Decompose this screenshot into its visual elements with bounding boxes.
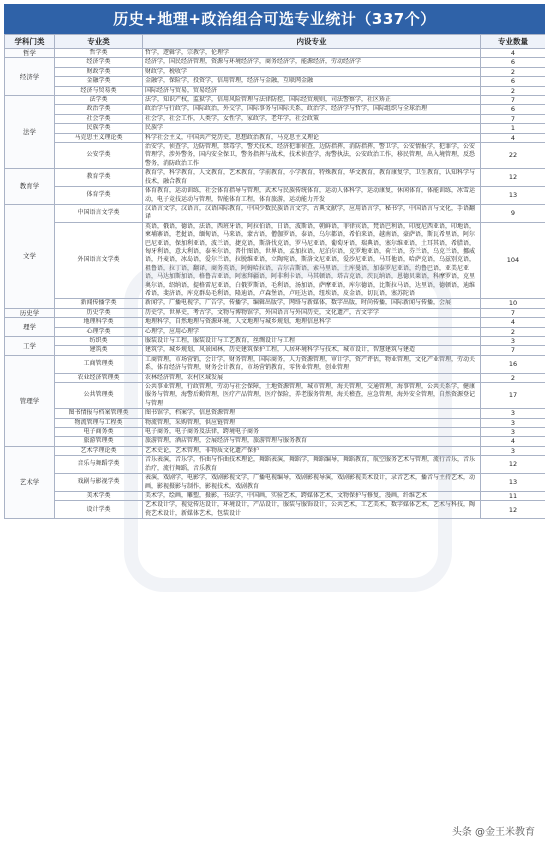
table-row: [5, 299, 546, 308]
table-row: [5, 143, 546, 169]
table-row: [5, 169, 546, 187]
count-cell: 3: [481, 337, 546, 346]
majors-cell: 物流管理，采购管理，供应链管理: [143, 418, 481, 427]
majors-cell: 心理学，应用心理学: [143, 327, 481, 336]
table-row: [5, 355, 546, 373]
class-cell: 农业经济管理类: [55, 373, 143, 382]
count-cell: 4: [481, 133, 546, 142]
count-cell: 11: [481, 491, 546, 500]
count-cell: 104: [481, 222, 546, 299]
category-cell: 教育学: [5, 169, 55, 205]
table-row: [5, 114, 546, 123]
header-count: 专业数量: [481, 35, 546, 49]
table-row: [5, 58, 546, 67]
class-cell: 心理学类: [55, 327, 143, 336]
class-cell: 纺织类: [55, 337, 143, 346]
table-row: [5, 308, 546, 317]
class-cell: 设计学类: [55, 501, 143, 519]
majors-cell: 新闻学，广播电视学，广告学，传播学，编辑出版学，网络与新媒体，数字出版，时尚传播，国际新闻与传播，会展: [143, 299, 481, 308]
table-row: [5, 105, 546, 114]
majors-cell: 哲学，逻辑学，宗教学，伦理学: [143, 49, 481, 58]
table-row: [5, 418, 546, 427]
table-row: [5, 409, 546, 418]
class-cell: 艺术学理论类: [55, 446, 143, 455]
count-cell: 16: [481, 355, 546, 373]
category-cell: 艺术学: [5, 446, 55, 518]
count-cell: 6: [481, 58, 546, 67]
count-cell: 7: [481, 308, 546, 317]
table-row: [5, 474, 546, 492]
class-cell: 建筑类: [55, 346, 143, 355]
majors-cell: 公共事业管理，行政管理，劳动与社会保障，土地资源管理，城市管理，海关管理，交通管理，海事管理，公共关系学，健康服务与管理，海警后勤管理，医疗产品管理，医疗保险，养老服务管理，海关稽查，应急管理，海外安全管理，自然资源登记与管理: [143, 383, 481, 409]
majors-cell: 政治学与行政学，国际政治，外交学，国际事务与国际关系，政治学、经济学与哲学，国际组织与全球治理: [143, 105, 481, 114]
table-body: [5, 49, 546, 519]
watermark-text: 头条 @金王米教育: [448, 822, 539, 839]
class-cell: 教育学类: [55, 169, 143, 187]
header-class: 专业类: [55, 35, 143, 49]
category-cell: 理学: [5, 318, 55, 337]
count-cell: 13: [481, 187, 546, 205]
class-cell: 经济学类: [55, 58, 143, 67]
class-cell: 电子商务类: [55, 428, 143, 437]
class-cell: 公安学类: [55, 143, 143, 169]
count-cell: 6: [481, 77, 546, 86]
class-cell: 哲学类: [55, 49, 143, 58]
class-cell: 音乐与舞蹈学类: [55, 456, 143, 474]
table-row: [5, 77, 546, 86]
table-row: [5, 96, 546, 105]
majors-cell: 音乐表演，音乐学，作曲与作曲技术理论，舞蹈表演，舞蹈学，舞蹈编导，舞蹈教育，航空服务艺术与管理，流行音乐，音乐治疗，流行舞蹈，音乐教育: [143, 456, 481, 474]
majors-cell: 美术学，绘画，雕塑，摄影，书法学，中国画，实验艺术，跨媒体艺术，文物保护与修复，漫画，纤维艺术: [143, 491, 481, 500]
category-cell: 法学: [5, 96, 55, 169]
class-cell: 经济与贸易类: [55, 86, 143, 95]
table-row: [5, 373, 546, 382]
count-cell: 12: [481, 456, 546, 474]
table-row: [5, 67, 546, 76]
table-row: [5, 133, 546, 142]
count-cell: 4: [481, 318, 546, 327]
count-cell: 9: [481, 204, 546, 222]
count-cell: 4: [481, 49, 546, 58]
class-cell: 旅游管理类: [55, 437, 143, 446]
count-cell: 3: [481, 428, 546, 437]
class-cell: 马克思主义理论类: [55, 133, 143, 142]
class-cell: 历史学类: [55, 308, 143, 317]
table-row: [5, 346, 546, 355]
class-cell: 财政学类: [55, 67, 143, 76]
table-row: [5, 124, 546, 133]
class-cell: 民族学类: [55, 124, 143, 133]
class-cell: 美术学类: [55, 491, 143, 500]
majors-cell: 汉语言文学，汉语言，汉语国际教育，中国少数民族语言文学，古典文献学，应用语言学，秘书学，中国语言与文化，手语翻译: [143, 204, 481, 222]
count-cell: 7: [481, 114, 546, 123]
table-row: [5, 437, 546, 446]
count-cell: 12: [481, 501, 546, 519]
count-cell: 3: [481, 409, 546, 418]
majors-cell: 表演，戏剧学，电影学，戏剧影视文学，广播电视编导，戏剧影视导演，戏剧影视美术设计，录音艺术，播音与主持艺术，动画，影视摄影与制作，影视技术，戏剧教育: [143, 474, 481, 492]
class-cell: 工商管理类: [55, 355, 143, 373]
majors-cell: 艺术史论，艺术管理，非物质文化遗产保护: [143, 446, 481, 455]
majors-cell: 民族学: [143, 124, 481, 133]
majors-cell: 旅游管理，酒店管理，会展经济与管理，旅游管理与服务教育: [143, 437, 481, 446]
count-cell: 2: [481, 86, 546, 95]
count-cell: 2: [481, 67, 546, 76]
class-cell: 地理科学类: [55, 318, 143, 327]
count-cell: 17: [481, 383, 546, 409]
count-cell: 12: [481, 169, 546, 187]
majors-cell: 图书馆学，档案学，信息资源管理: [143, 409, 481, 418]
category-cell: 文学: [5, 204, 55, 308]
class-cell: 物流管理与工程类: [55, 418, 143, 427]
majors-cell: 法学，知识产权，监狱学，信用风险管理与法律防控，国际经贸规则，司法警察学，社区矫正: [143, 96, 481, 105]
table-row: [5, 446, 546, 455]
category-cell: 管理学: [5, 355, 55, 446]
table-row: [5, 327, 546, 336]
class-cell: 外国语言文学类: [55, 222, 143, 299]
class-cell: 体育学类: [55, 187, 143, 205]
class-cell: 戏剧与影视学类: [55, 474, 143, 492]
category-cell: 历史学: [5, 308, 55, 317]
statistics-sheet: [4, 4, 545, 847]
class-cell: 法学类: [55, 96, 143, 105]
majors-cell: 工商管理，市场营销，会计学，财务管理，国际商务，人力资源管理，审计学，资产评估，物业管理，文化产业管理，劳动关系，体育经济与管理，财务会计教育，市场营销教育，零售业管理，创业管理: [143, 355, 481, 373]
count-cell: 2: [481, 373, 546, 382]
count-cell: 3: [481, 446, 546, 455]
table-row: [5, 337, 546, 346]
count-cell: 2: [481, 327, 546, 336]
table-row: [5, 187, 546, 205]
majors-cell: 体育教育，运动训练，社会体育指导与管理，武术与民族传统体育，运动人体科学，运动康复，休闲体育，体能训练，冰雪运动，电子竞技运动与管理，智能体育工程，体育旅游，运动能力开发: [143, 187, 481, 205]
count-cell: 3: [481, 418, 546, 427]
majors-cell: 英语，俄语，德语，法语，西班牙语，阿拉伯语，日语，波斯语，朝鲜语，菲律宾语，梵语巴利语，印度尼西亚语，印地语，柬埔寨语，老挝语，缅甸语，马来语，蒙古语，僧伽罗语，泰语，乌尔都语，希伯来语，越南语，豪萨语，斯瓦希里语，阿尔巴尼亚语，保加利亚语，波兰语，捷克语，斯洛伐克语，罗马尼亚语，葡萄牙语，瑞典语，塞尔维亚语，土耳其语，希腊语，匈牙利语，意大利语，泰米尔语，普什图语，世界语，孟加拉语，尼泊尔语，克罗地亚语，荷兰语，芬兰语，乌克兰语，挪威语，丹麦语，冰岛语，爱尔兰语，拉脱维亚语，立陶宛语，斯洛文尼亚语，爱沙尼亚语，马耳他语，哈萨克语，乌兹别克语，祖鲁语，拉丁语，翻译，商务英语，阿姆哈拉语，吉尔吉斯语，索马里语，土库曼语，加泰罗尼亚语，约鲁巴语，亚美尼亚语，马达加斯加语，格鲁吉亚语，阿塞拜疆语，阿非利卡语，马其顿语，塔吉克语，茨瓦纳语，恩德贝莱语，科摩罗语，克里奥尔语，绍纳语，提格雷尼亚语，白俄罗斯语，毛利语，汤加语，萨摩亚语，库尔德语，比斯拉马语，达里语，德顿语，迪维希语，斐济语，库克群岛毛利语，隆迪语，卢森堡语，卢旺达语，纽埃语，皮金语，切瓦语，塞苏陀语: [143, 222, 481, 299]
table-row: [5, 428, 546, 437]
majors-cell: 经济学，国民经济管理，资源与环境经济学，商务经济学，能源经济，劳动经济学: [143, 58, 481, 67]
count-cell: 6: [481, 105, 546, 114]
majors-cell: 艺术设计学，视觉传达设计，环境设计，产品设计，服装与服饰设计，公共艺术，工艺美术，数字媒体艺术，艺术与科技，陶瓷艺术设计，新媒体艺术，包装设计: [143, 501, 481, 519]
count-cell: 7: [481, 346, 546, 355]
majors-cell: 金融学，保险学，投资学，信用管理，经济与金融，互联网金融: [143, 77, 481, 86]
count-cell: 13: [481, 474, 546, 492]
table-header-row: [5, 35, 546, 49]
class-cell: 图书情报与档案管理类: [55, 409, 143, 418]
table-row: [5, 501, 546, 519]
majors-cell: 建筑学，城乡规划，风景园林，历史建筑保护工程，人居环境科学与技术，城市设计，智慧建筑与建造: [143, 346, 481, 355]
majors-cell: 国际经济与贸易，贸易经济: [143, 86, 481, 95]
class-cell: 公共管理类: [55, 383, 143, 409]
table-row: [5, 86, 546, 95]
class-cell: 新闻传播学类: [55, 299, 143, 308]
majors-cell: 科学社会主义，中国共产党历史，思想政治教育，马克思主义理论: [143, 133, 481, 142]
majors-cell: 农林经济管理，农村区域发展: [143, 373, 481, 382]
majors-cell: 社会学，社会工作，人类学，女性学，家政学，老年学，社会政策: [143, 114, 481, 123]
majors-cell: 服装设计与工程，服装设计与工艺教育，丝绸设计与工程: [143, 337, 481, 346]
class-cell: 中国语言文学类: [55, 204, 143, 222]
category-cell: 哲学: [5, 49, 55, 58]
count-cell: 7: [481, 96, 546, 105]
majors-cell: 地理科学，自然地理与资源环境，人文地理与城乡规划，地理信息科学: [143, 318, 481, 327]
count-cell: 22: [481, 143, 546, 169]
header-majors: 内设专业: [143, 35, 481, 49]
class-cell: 政治学类: [55, 105, 143, 114]
majors-cell: 财政学，税收学: [143, 67, 481, 76]
header-category: 学科门类: [5, 35, 55, 49]
table-row: [5, 49, 546, 58]
count-cell: 1: [481, 124, 546, 133]
class-cell: 社会学类: [55, 114, 143, 123]
count-cell: 10: [481, 299, 546, 308]
majors-cell: 治安学，侦查学，边防管理，禁毒学，警犬技术，经济犯罪侦查，边防指挥，消防指挥，警卫学，公安情报学，犯罪学，公安管理学，涉外警务，国内安全保卫，警务指挥与战术，技术侦查学，海警执法，公安政治工作，移民管理，出入境管理，反恐警务，消防政治工作: [143, 143, 481, 169]
table-row: [5, 222, 546, 299]
category-cell: 经济学: [5, 58, 55, 96]
majors-table: [4, 34, 545, 519]
table-row: [5, 383, 546, 409]
count-cell: 4: [481, 437, 546, 446]
majors-cell: 教育学，科学教育，人文教育，艺术教育，学前教育，小学教育，特殊教育，华文教育，教育康复学，卫生教育，认知科学与技术，融合教育: [143, 169, 481, 187]
table-row: [5, 204, 546, 222]
page-title: 历史+地理+政治组合可选专业统计（337个）: [4, 4, 545, 34]
category-cell: 工学: [5, 337, 55, 356]
table-row: [5, 491, 546, 500]
table-row: [5, 318, 546, 327]
table-row: [5, 456, 546, 474]
majors-cell: 电子商务，电子商务及法律，跨境电子商务: [143, 428, 481, 437]
class-cell: 金融学类: [55, 77, 143, 86]
majors-cell: 历史学，世界史，考古学，文物与博物馆学，外国语言与外国历史，文化遗产，古文字学: [143, 308, 481, 317]
